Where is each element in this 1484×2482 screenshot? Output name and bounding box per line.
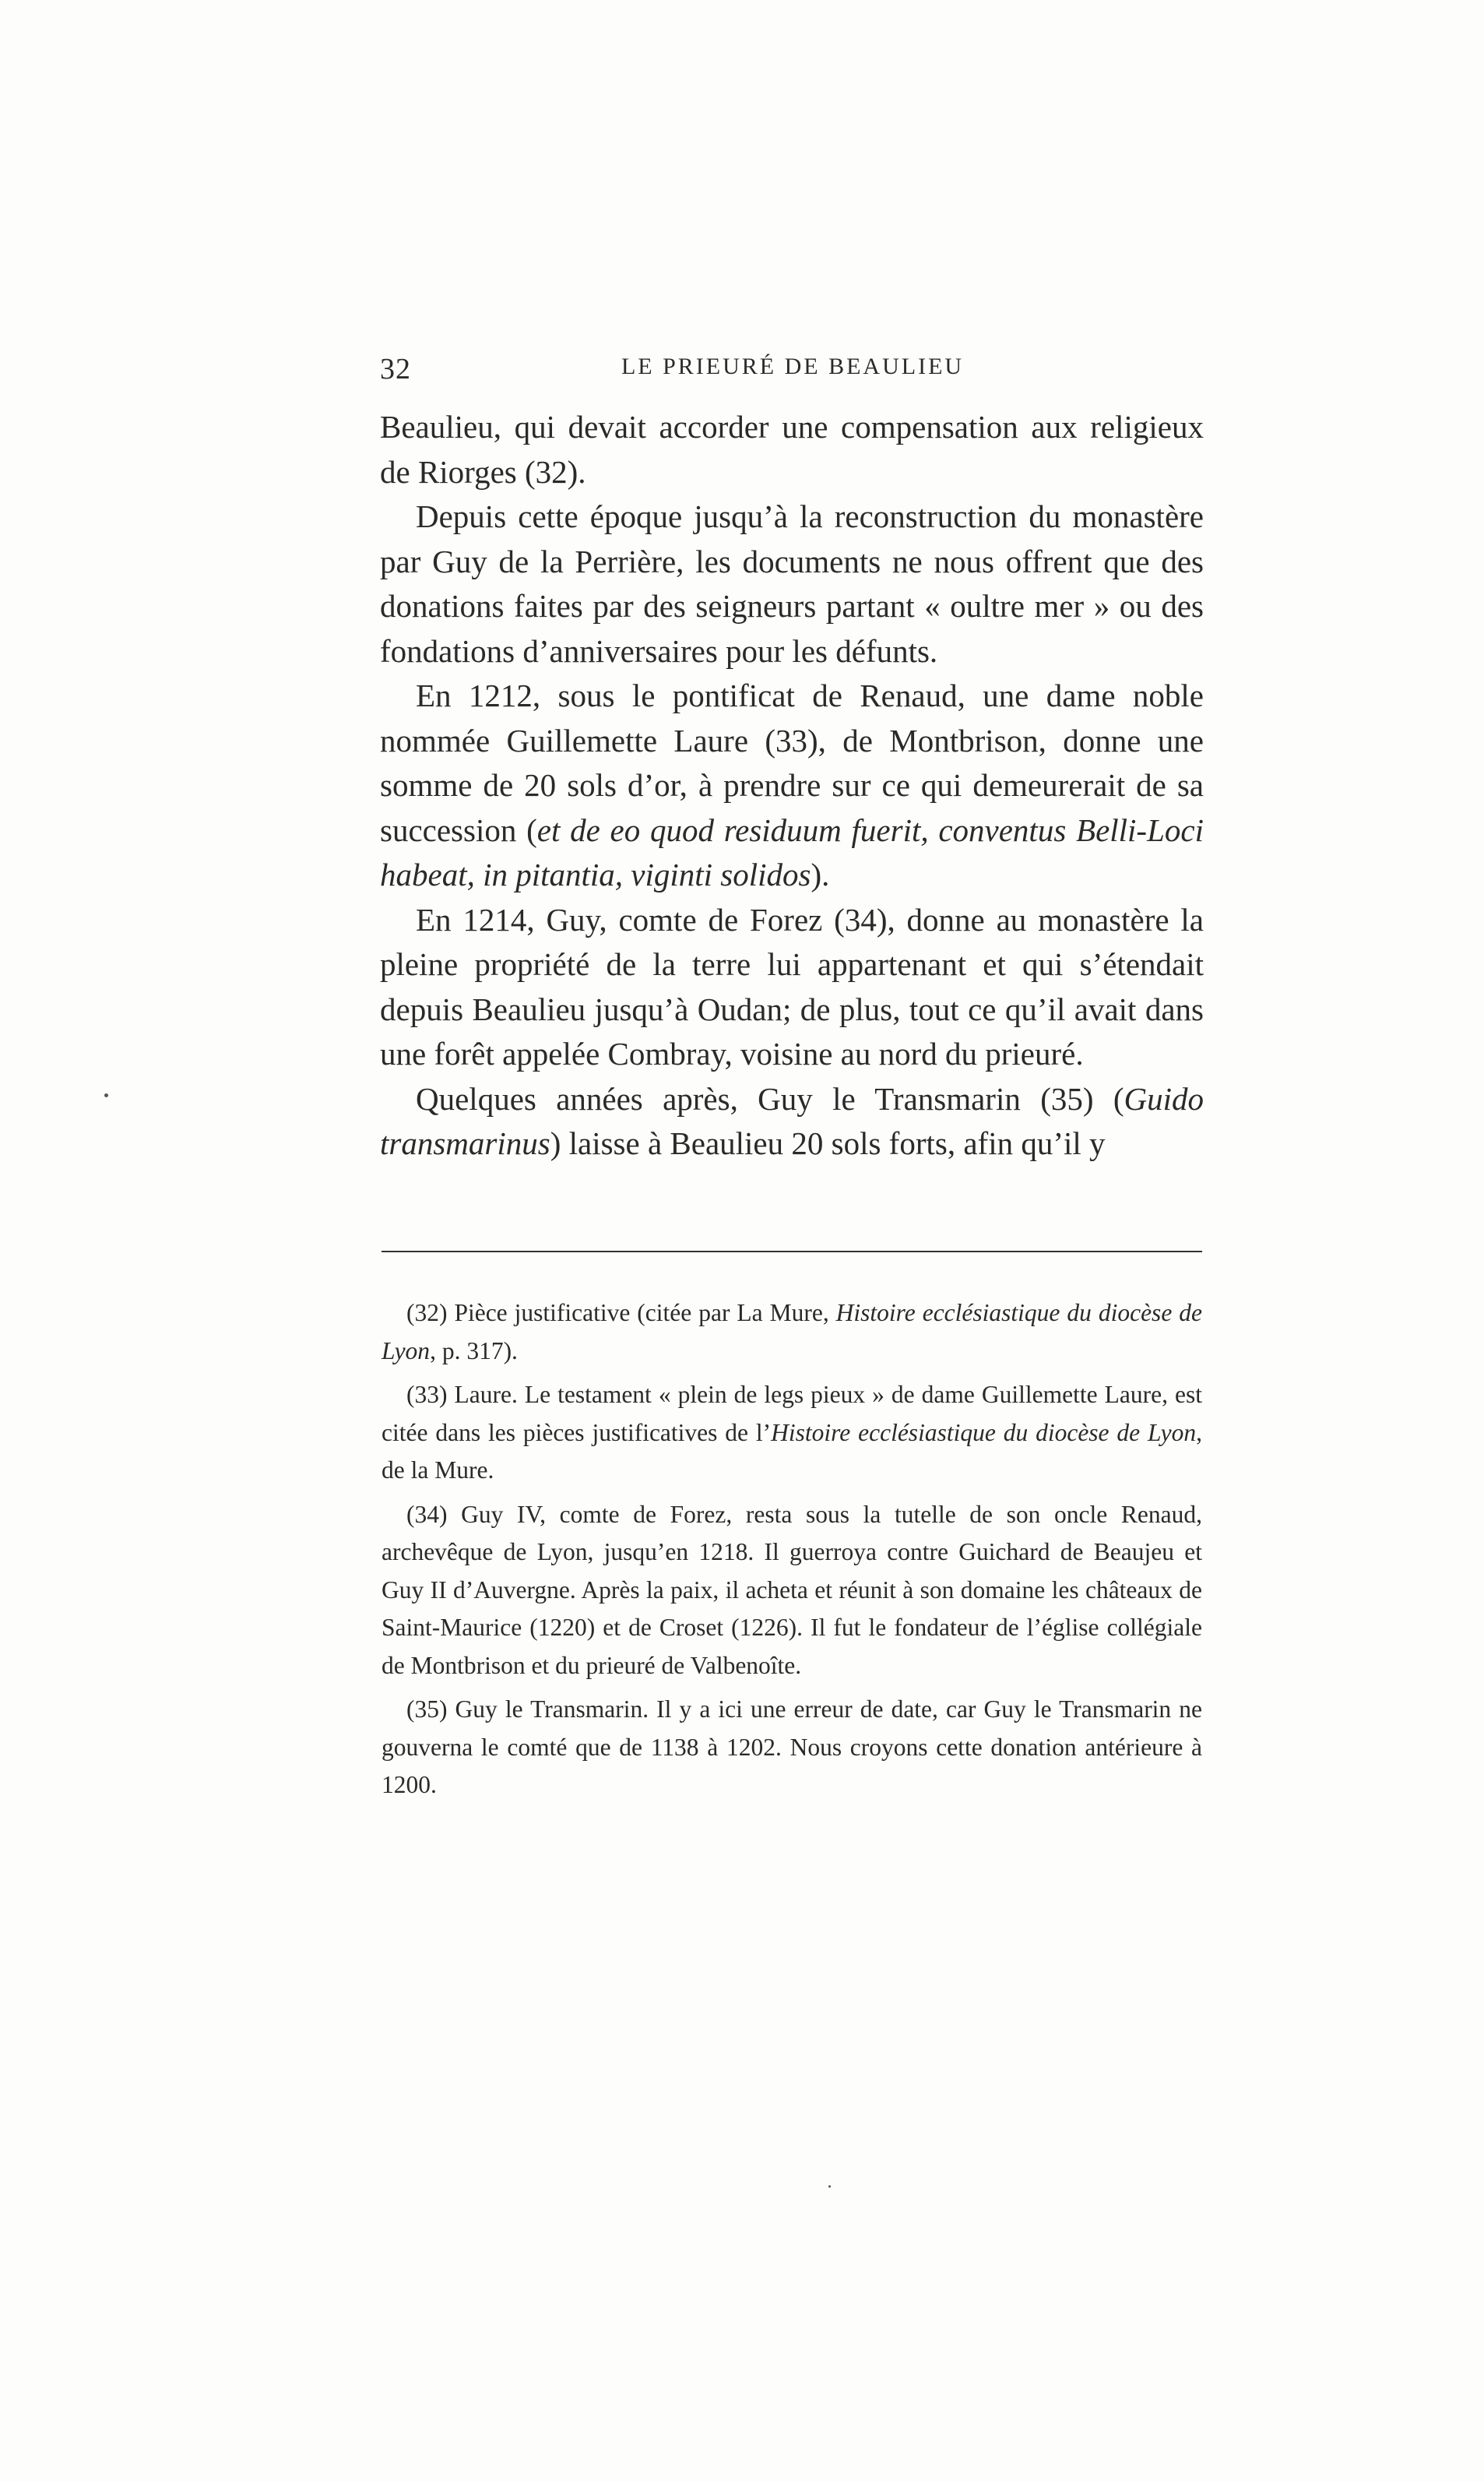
footnote-32-end: , p. 317). xyxy=(430,1336,518,1364)
footnote-35: (35) Guy le Transmarin. Il y a ici une erreur de date, car Guy le Transmarin ne gouverna le comté que de 1138 à 1202. Nous croyons cette donation antérieure à 1200. xyxy=(382,1695,1202,1798)
paragraph-3-text: En 1212, sous le pontificat de Renaud, une dame noble nommée Guillemette Laure (33), de Montbrison, donne une somme de 20 sols d’or, à prendre sur ce qui demeurerait de sa succession ( xyxy=(380,678,1204,848)
footnote-33-text: (33) Laure. Le testament « plein de legs pieux » de dame Guillemette Laure, est citée dans les pièces justificatives de l’ xyxy=(382,1381,1202,1446)
paragraph-1: Beaulieu, qui devait accorder une compensation aux religieux de Riorges (32). xyxy=(380,409,1204,490)
footnote-divider xyxy=(382,1251,1202,1252)
footnote-32-text: (32) Pièce justificative (citée par La Mure, xyxy=(406,1299,836,1326)
paragraph-5-text: Quelques années après, Guy le Transmarin (35) ( xyxy=(416,1080,1124,1117)
paragraph-3 xyxy=(380,674,1204,898)
paragraph-3-end: ). xyxy=(811,857,830,892)
page-number: 32 xyxy=(380,353,411,386)
paper-speck xyxy=(828,2185,831,2188)
running-title: LE PRIEURÉ DE BEAULIEU xyxy=(621,354,965,379)
footnote-32-title: Histoire ecclésiastique du diocèse de Lyon xyxy=(382,1299,1202,1364)
footnote-33-end: , de la Mure. xyxy=(382,1418,1202,1484)
paper-speck xyxy=(104,1093,108,1097)
main-text xyxy=(380,405,1204,1167)
footnote-34: (34) Guy IV, comte de Forez, resta sous la tutelle de son oncle Renaud, archevêque de Lyon, jusqu’en 1218. Il guerroya contre Guichard de Beaujeu et Guy II d’Auvergne. Après la paix, il acheta et réunit à son domaine les châteaux de Saint-Maurice (1220) et de Croset (1226). Il fut le fondateur de l’église collégiale de Montbrison et du prieuré de Valbenoîte. xyxy=(382,1500,1202,1679)
page-header xyxy=(380,352,1205,391)
paragraph-5-end: ) laisse à Beaulieu 20 sols forts, afin qu’il y xyxy=(550,1125,1106,1161)
paragraph-2: Depuis cette époque jusqu’à la reconstruction du monastère par Guy de la Perrière, les documents ne nous offrent que des donations faites par des seigneurs partant « oultre mer » ou des fondations d’anniversaires pour les défunts. xyxy=(380,498,1204,669)
paragraph-4: En 1214, Guy, comte de Forez (34), donne au monastère la pleine propriété de la terre lui appartenant et qui s’étendait depuis Beaulieu jusqu’à Oudan; de plus, tout ce qu’il avait dans une forêt appelée Combray, voisine au nord du prieuré. xyxy=(380,901,1204,1072)
paragraph-5-latin: Guido transmarinus xyxy=(380,1080,1204,1161)
footnotes xyxy=(382,1294,1202,1811)
paragraph-3-latin: et de eo quod residuum fuerit, conventus Belli-Loci habeat, in pitantia, viginti solidos xyxy=(380,811,1204,892)
footnote-33 xyxy=(382,1376,1202,1490)
footnote-32 xyxy=(382,1294,1202,1370)
paragraph-5 xyxy=(380,1077,1204,1167)
footnote-33-title: Histoire ecclésiastique du diocèse de Lyon xyxy=(771,1418,1197,1446)
